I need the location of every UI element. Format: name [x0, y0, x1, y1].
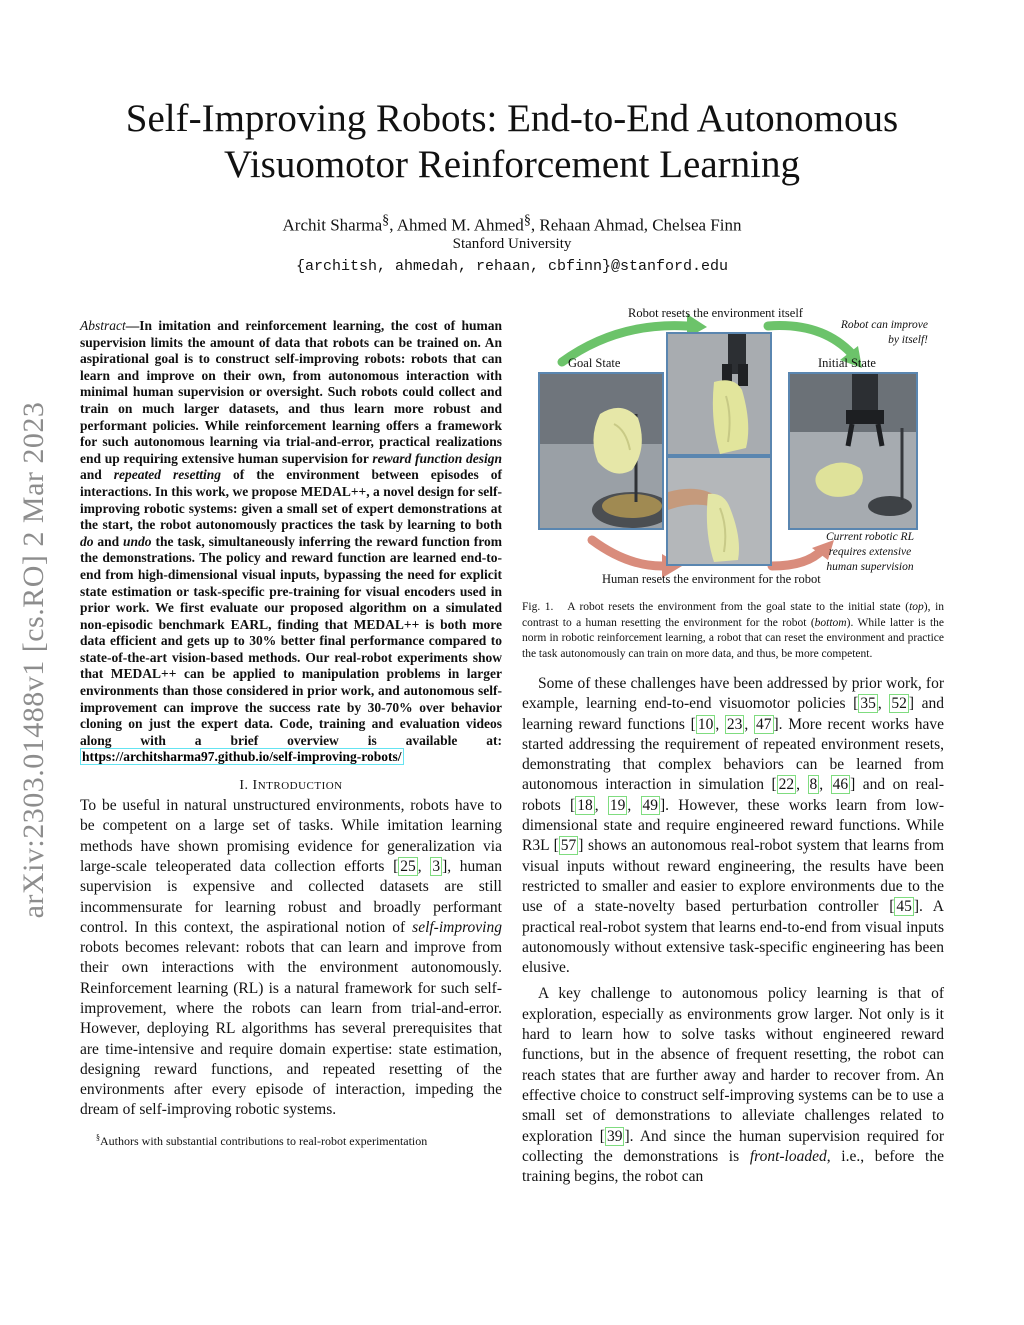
citation-link[interactable]: 46	[832, 776, 849, 794]
citation-link[interactable]: 10	[697, 715, 714, 733]
right-paragraph-1: Some of these challenges have been addressed by prior work, for example, learning end-to-end visuomotor policies [ 35 , 52 ] and learning reward functions [ 10 , 23 , 47 ]. More recent works have started addressing the requirement of repeated environment resets, demonstrating that complex behaviors can be learned from autonomous interaction in simulation [ 22 , 8 , 46 ] and on real-robots [ 18 , 19 , 49 ]. However, these works learn from low-dimensional state and require engineered reward functions. While R3L [ 57 ] shows an autonomous real-robot system that learns from visual inputs without reward engineering, the results have been restricted to smaller and easier to explore environments due to the use of a state-novelty based perturbation controller [ 45 ]. A practical real-robot system that learns end-to-end from visual inputs autonomously without extensive task-specific engineering has been elusive.	[522, 675, 945, 977]
note-robot-improve: Robot can improve by itself!	[840, 319, 928, 346]
initial-state-label: Initial State	[818, 356, 876, 370]
section-heading-introduction: I. INTRODUCTION	[239, 778, 343, 794]
citation-link[interactable]: 39	[606, 1127, 623, 1145]
footnote: §Authors with substantial contributions to real-robot experimentation	[96, 1132, 428, 1148]
bottom-label: Human resets the environment for the robot	[602, 572, 821, 586]
figure-caption: Fig. 1. A robot resets the environment from the goal state to the initial state (top), in contrast to a human resetting the environment for the robot (bottom). While latter is the norm in robotic reinforcement learning, a robot that can reset the environment and practice the task autonomously can train on more data, and thus, be more competent.	[522, 601, 945, 660]
citation-link[interactable]: 19	[609, 796, 626, 814]
arxiv-stamp	[14, 360, 54, 960]
author-list: Archit Sharma§, Ahmed M. Ahmed§, Rehaan Ahmad, Chelsea Finn	[282, 212, 742, 235]
photo-initial-state	[788, 372, 918, 530]
citation-link[interactable]: 52	[891, 695, 907, 713]
paper-title: Self-Improving Robots: End-to-End Autonomous Visuomotor Reinforcement Learning	[125, 97, 899, 186]
photo-human-reset	[666, 456, 772, 566]
goal-state-illustration	[540, 374, 662, 528]
arxiv-id: arXiv:2303.01488v1 [cs.RO] 2 Mar 2023	[17, 401, 50, 919]
author-emails: {architsh, ahmedah, rehaan, cbfinn}@stanford.edu	[295, 258, 729, 275]
photo-goal-state	[538, 372, 664, 530]
citation-link[interactable]: 18	[577, 796, 593, 814]
affiliation: Stanford University	[452, 236, 572, 252]
figure-1	[522, 304, 944, 592]
abstract: Abstract—In imitation and reinforcement learning, the cost of human supervision limits the amount of data that robots can be trained on. An aspirational goal is to construct self-improving robots: robots that can learn and improve on their own, from autonomous interaction with minimal human supervision or oversight. Such robots could collect and train on much larger datasets, and thus learn more robust and performant policies. While reinforcement learning offers a framework for such autonomous learning via trial-and-error, practical realizations end up requiring extensive human supervision for reward function design and repeated resetting of the environment between episodes of interactions. In this work, we propose MEDAL++, a novel design for self-improving robotic systems: given a small set of expert demonstrations at the start, the robot autonomously practices the task by learning to both do and undo the task, simultaneously inferring the reward function from the demonstrations. The policy and reward function are learned end-to-end from high-dimensional visual inputs, bypassing the need for explicit state estimation or task-specific pre-training for visual encoders used in prior work. We first evaluate our proposed algorithm on a simulated non-episodic benchmark EARL, finding that MEDAL++ is both more data efficient and gets up to 30% better final performance compared to state-of-the-art vision-based methods. Our real-robot experiments show that MEDAL++ can be applied to manipulation problems in larger environments than those considered in prior work, and autonomous self-improvement can improve the success rate by 30-70% over behavior cloning on just the expert data. Code, training and evaluation videos along with a brief overview is available at: https://architsharma97.github.io/self-improving-robots/	[80, 318, 503, 765]
citation-link[interactable]: 8	[809, 776, 818, 794]
citation-link[interactable]: 45	[896, 898, 912, 916]
robot-reset-illustration	[668, 334, 770, 454]
citation-link[interactable]: 25	[400, 857, 416, 875]
initial-state-illustration	[790, 374, 916, 528]
human-reset-illustration	[668, 458, 770, 564]
goal-state-label: Goal State	[568, 356, 621, 370]
right-paragraph-2: A key challenge to autonomous policy learning is that of exploration, especially as environments grow larger. Not only is it hard to learn how to solve tasks without engineered reward functions, but in the absence of frequent resetting, the robot can reach states that are further away and harder to recover from. An effective choice to construct self-improving systems can be to use a small set of demonstrations to alleviate challenges related to exploration [ 39 ]. And since the human supervision required for collecting the demonstrations is front-loaded, i.e., before the training begins, the robot can	[522, 985, 944, 1186]
citation-link[interactable]: 47	[756, 715, 772, 733]
abstract-label: Abstract	[80, 318, 126, 333]
left-column	[80, 318, 502, 1149]
project-link[interactable]: https://architsharma97.github.io/self-improving-robots/	[82, 749, 402, 765]
red-arrow-left	[592, 540, 662, 566]
citation-link[interactable]: 22	[778, 776, 795, 794]
note-human-supervision: Current robotic RL requires extensive human supervision	[826, 531, 914, 573]
right-column	[522, 304, 944, 1187]
intro-paragraph: To be useful in natural unstructured environments, robots have to be competent on a large set of tasks. While imitation learning methods have shown promising evidence for generalization via large-scale teleoperated data collection efforts [ 25 , 3 ], human supervision is expensive and collected datasets are still incommensurate for learning robust and broadly performant control. In this context, the aspirational notion of self-improving robots becomes relevant: robots that can learn and improve from their own interactions with the environment autonomously. Reinforcement learning (RL) is a natural framework for such self-improvement, where the robots can learn from trial-and-error. However, deploying RL algorithms has several prerequisites that are time-intensive and require domain expertise: state estimation, designing reward functions, and repeated resetting of the environments after every episode of interaction, impeding the dream of self-improving robotic systems.	[80, 797, 502, 1119]
citation-link[interactable]: 23	[726, 715, 743, 733]
citation-link[interactable]: 35	[860, 695, 876, 713]
citation-link[interactable]: 3	[432, 857, 441, 875]
citation-link[interactable]: 49	[642, 796, 658, 814]
citation-link[interactable]: 57	[560, 837, 577, 855]
photo-robot-reset	[666, 332, 772, 456]
top-label: Robot resets the environment itself	[628, 306, 803, 320]
